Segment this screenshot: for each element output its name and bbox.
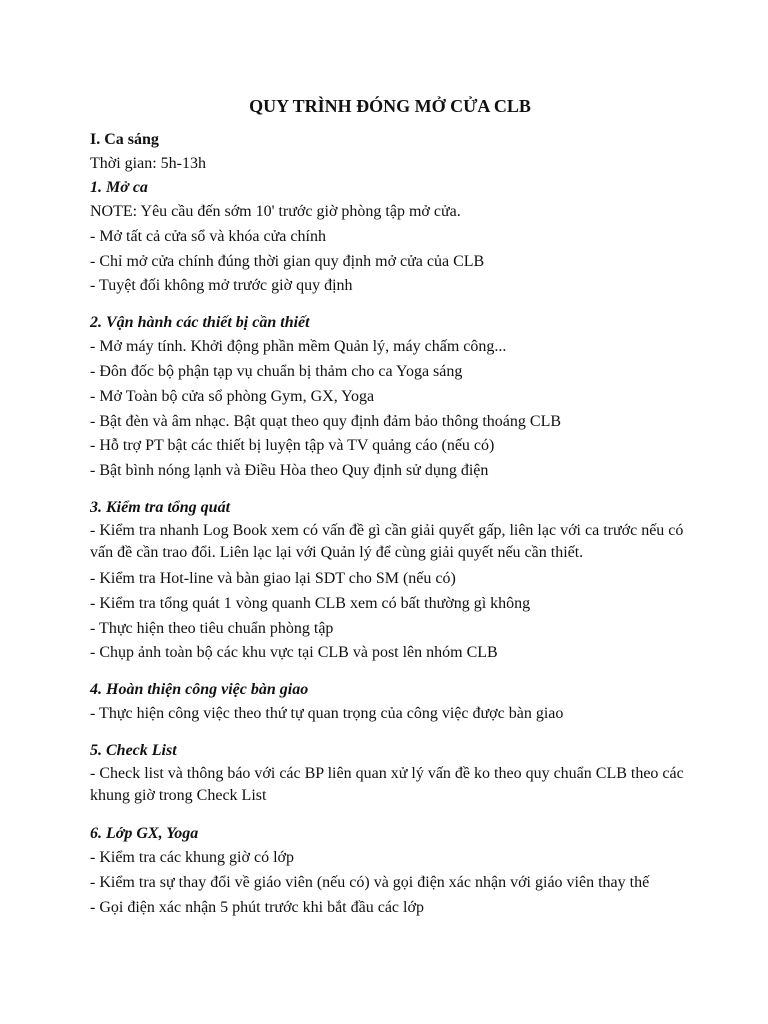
subsection-list-mo-ca: [90, 200, 690, 299]
subsection-heading-lop-gx-yoga: 6. Lớp GX, Yoga: [90, 824, 199, 842]
list-item: - Check list và thông báo với các BP liên quan xử lý vấn đề ko theo quy chuẩn CLB theo các khung giờ trong Check List: [90, 764, 684, 804]
section-heading-ca-sang: I. Ca sáng: [90, 131, 159, 148]
subsection-list-hoan-thien: [90, 702, 690, 727]
list-item: - Kiểm tra tổng quát 1 vòng quanh CLB xem có bất thường gì không: [90, 594, 531, 612]
spacer: [90, 666, 690, 678]
list-item: - Mở máy tính. Khởi động phần mềm Quản lý, máy chấm công...: [90, 338, 507, 356]
subsection-heading-hoan-thien: 4. Hoàn thiện công việc bàn giao: [90, 681, 309, 699]
list-item: - Mở Toàn bộ cửa sổ phòng Gym, GX, Yoga: [90, 387, 375, 405]
subsection-heading-kiem-tra: 3. Kiểm tra tổng quát: [90, 498, 231, 516]
subsection-heading-van-hanh: 2. Vận hành các thiết bị cần thiết: [90, 314, 310, 332]
list-item: NOTE: Yêu cầu đến sớm 10' trước giờ phòng tập mở cửa.: [90, 203, 461, 220]
list-item: - Kiểm tra sự thay đổi về giáo viên (nếu có) và gọi điện xác nhận với giáo viên thay thế: [90, 873, 650, 891]
list-item: - Bật đèn và âm nhạc. Bật quạt theo quy định đảm bảo thông thoáng CLB: [90, 412, 562, 430]
subsection-list-van-hanh: [90, 335, 690, 484]
spacer: [90, 810, 690, 822]
list-item: - Đôn đốc bộ phận tạp vụ chuẩn bị thảm cho ca Yoga sáng: [90, 362, 463, 380]
document-page: [90, 92, 690, 920]
list-item: - Gọi điện xác nhận 5 phút trước khi bắt đầu các lớp: [90, 898, 424, 916]
section-time: Thời gian: 5h-13h: [90, 155, 206, 172]
list-item: - Tuyệt đối không mở trước giờ quy định: [90, 277, 353, 295]
subsection-list-check-list: [90, 763, 690, 810]
list-item: - Thực hiện công việc theo thứ tự quan trọng của công việc được bàn giao: [90, 705, 564, 723]
list-item: - Chụp ảnh toàn bộ các khu vực tại CLB và post lên nhóm CLB: [90, 644, 498, 662]
subsection-heading-mo-ca: 1. Mở ca: [90, 179, 148, 196]
subsection-heading-check-list: 5. Check List: [90, 741, 177, 759]
list-item: - Bật bình nóng lạnh và Điều Hòa theo Quy định sử dụng điện: [90, 462, 489, 480]
document-title: QUY TRÌNH ĐÓNG MỞ CỬA CLB: [249, 96, 531, 116]
list-item: - Mở tất cả cửa sổ và khóa cửa chính: [90, 227, 326, 245]
list-item: - Kiểm tra Hot-line và bàn giao lại SDT cho SM (nếu có): [90, 569, 456, 587]
list-item: - Kiểm tra các khung giờ có lớp: [90, 848, 294, 866]
subsection-list-kiem-tra: [90, 520, 690, 666]
list-item: - Chỉ mở cửa chính đúng thời gian quy định mở cửa của CLB: [90, 252, 485, 270]
list-item: - Thực hiện theo tiêu chuẩn phòng tập: [90, 619, 334, 637]
subsection-list-lop-gx-yoga: [90, 846, 690, 920]
spacer: [90, 484, 690, 496]
list-item: - Hỗ trợ PT bật các thiết bị luyện tập và TV quảng cáo (nếu có): [90, 437, 495, 455]
spacer: [90, 299, 690, 311]
spacer: [90, 727, 690, 739]
list-item: - Kiểm tra nhanh Log Book xem có vấn đề gì cần giải quyết gấp, liên lạc với ca trước nếu có vấn đề cần trao đổi. Liên lạc lại với Quản lý để cùng giải quyết nếu cần thiết.: [90, 521, 684, 561]
